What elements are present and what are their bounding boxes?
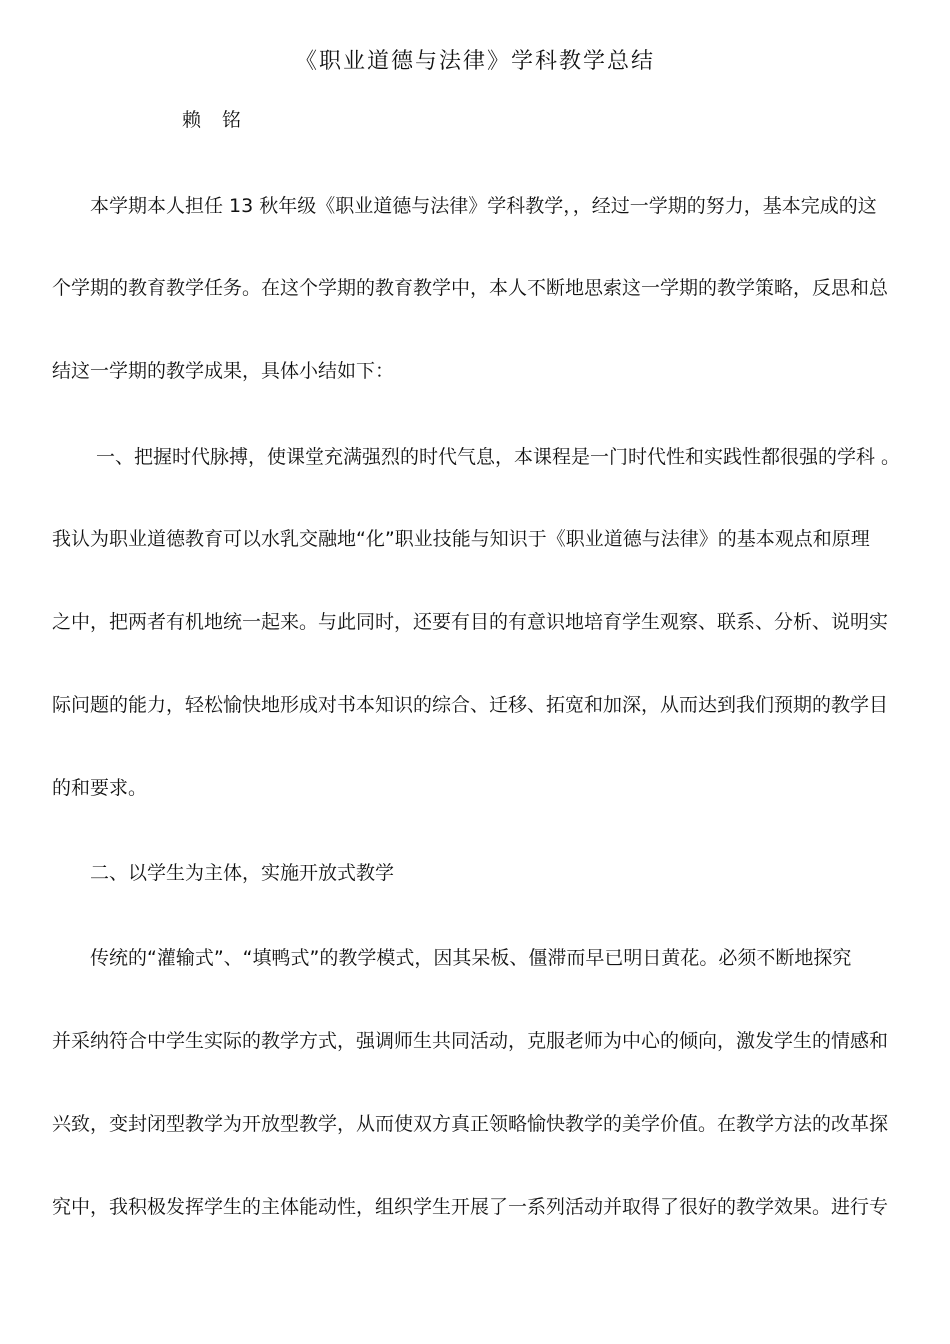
section-heading-line: 二、以学生为主体，实施开放式教学 [90,862,395,884]
document-author: 赖铭 [182,109,263,131]
paragraph-line: 并采纳符合中学生实际的教学方式，强调师生共同活动，克服老师为中心的倾向，激发学生的情感和 [52,1030,889,1052]
paragraph-line: 究中，我积极发挥学生的主体能动性，组织学生开展了一系列活动并取得了很好的教学效果。进行专 [52,1196,889,1218]
paragraph-line: 兴致，变封闭型教学为开放型教学，从而使双方真正领略愉快教学的美学价值。在教学方法的改革探 [52,1113,889,1135]
paragraph-line: 我认为职业道德教育可以水乳交融地“化”职业技能与知识于《职业道德与法律》的基本观点和原理 [52,528,870,550]
paragraph-line: 结这一学期的教学成果，具体小结如下： [52,360,395,382]
paragraph-line: 本学期本人担任 13 秋年级《职业道德与法律》学科教学，，经过一学期的努力，基本完成的这 [90,195,877,217]
paragraph-line: 的和要求。 [52,777,148,799]
paragraph-line: 个学期的教育教学任务。在这个学期的教育教学中，本人不断地思索这一学期的教学策略，反思和总 [52,277,889,299]
section-heading-line: 一、把握时代脉搏，使课堂充满强烈的时代气息，本课程是一门时代性和实践性都很强的学科 。 [96,446,901,468]
paragraph-line: 传统的“灌输式”、“填鸭式”的教学模式，因其呆板、僵滞而早已明日黄花。必须不断地探究 [90,947,852,969]
paragraph-line: 之中，把两者有机地统一起来。与此同时，还要有目的有意识地培育学生观察、联系、分析、说明实 [52,611,889,633]
paragraph-line: 际问题的能力，轻松愉快地形成对书本知识的综合、迁移、拓宽和加深，从而达到我们预期的教学目 [52,694,889,716]
document-title: 《职业道德与法律》学科教学总结 [294,49,655,74]
